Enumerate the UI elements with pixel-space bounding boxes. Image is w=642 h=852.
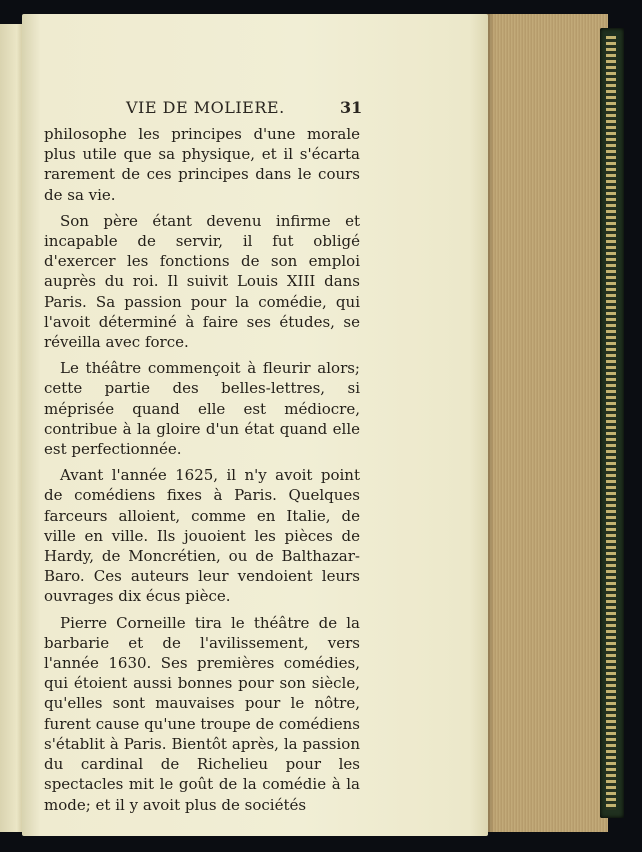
book-page xyxy=(22,14,488,836)
paragraph-4: Avant l'année 1625, il n'y avoit point de comédiens fixes à Paris. Quelques farceurs alloient, comme en Italie, de ville en ville. Ils jouoient les pièces de Hardy, de Moncrétien, ou de Balthazar-Baro. Ces auteurs leur vendoient leurs ouvrages dix écus pièce. xyxy=(44,466,360,606)
paragraph-5: Pierre Corneille tira le théâtre de la barbarie et de l'avilissement, vers l'année 1630. Ses premières comédies, qui étoient aussi bonnes pour son siècle, qu'elles sont mauvaises pour le nôtre, furent cause qu'une troupe de comédiens s'établit à Paris. Bientôt après, la passion du cardinal de Richelieu pour les spectacles mit le goût de la comédie à la mode; et il y avoit plus de sociétés xyxy=(44,613,360,814)
book-fore-edge xyxy=(484,14,608,832)
paragraph-1: philosophe les principes d'une morale plus utile que sa physique, et il s'écarta rarement de ces principes dans le cours de sa vie. xyxy=(44,125,360,204)
running-title: VIE DE MOLIERE. xyxy=(126,98,285,117)
page-number: 31 xyxy=(340,98,363,117)
page-body xyxy=(44,124,360,821)
cover-gilt-decoration xyxy=(606,36,616,810)
paragraph-3: Le théâtre commençoit à fleurir alors; cette partie des belles-lettres, si méprisée quand elle est médiocre, contribue à la gloire d'un état quand elle est perfectionnée. xyxy=(44,359,360,459)
paragraph-2: Son père étant devenu infirme et incapable de servir, il fut obligé d'exercer les fonctions de son emploi auprès du roi. Il suivit Louis XIII dans Paris. Sa passion pour la comédie, qui l'avoit déterminé à faire ses études, se réveilla avec force. xyxy=(44,211,360,352)
facing-page-edge xyxy=(0,24,24,832)
